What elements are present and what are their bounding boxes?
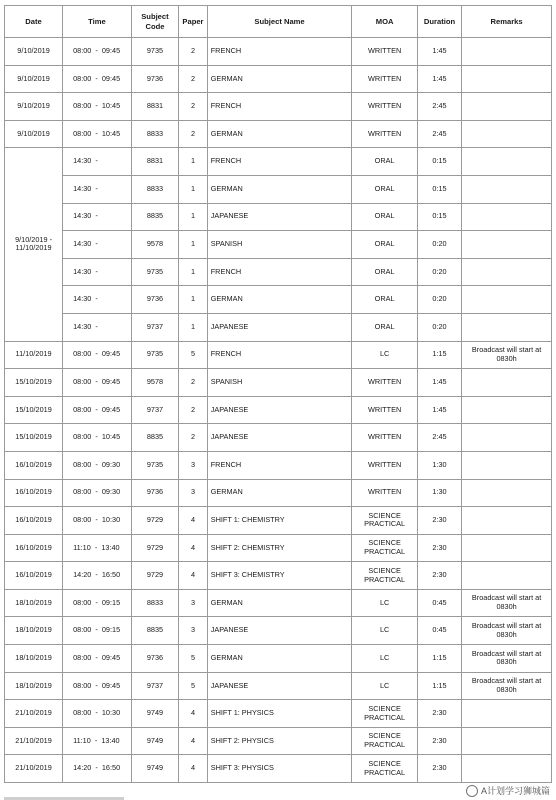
cell-time: 08:00 - 10:45 (63, 93, 132, 121)
cell-subject-name: FRENCH (207, 451, 352, 479)
cell-paper: 4 (179, 700, 208, 728)
cell-subject-name: JAPANESE (207, 203, 352, 231)
cell-subject-name: SHIFT 1: PHYSICS (207, 700, 352, 728)
table-row (5, 175, 552, 203)
cell-paper: 3 (179, 589, 208, 617)
cell-subject-code: 8833 (131, 589, 179, 617)
table-row (5, 231, 552, 259)
cell-subject-name: FRENCH (207, 258, 352, 286)
cell-subject-code: 9749 (131, 755, 179, 783)
cell-date: 21/10/2019 (5, 700, 63, 728)
cell-remarks: Broadcast will start at 0830h (462, 672, 552, 700)
cell-moa: LC (352, 589, 417, 617)
cell-remarks: Broadcast will start at 0830h (462, 645, 552, 673)
cell-time: 14:30 - (63, 175, 132, 203)
cell-remarks (462, 424, 552, 452)
cell-moa: SCIENCE PRACTICAL (352, 507, 417, 535)
table-row (5, 65, 552, 93)
table-row (5, 396, 552, 424)
cell-remarks (462, 93, 552, 121)
cell-remarks (462, 369, 552, 397)
cell-date: 18/10/2019 (5, 589, 63, 617)
cell-duration: 0:45 (417, 589, 461, 617)
cell-subject-name: JAPANESE (207, 396, 352, 424)
cell-duration: 2:30 (417, 727, 461, 755)
cell-subject-code: 9735 (131, 258, 179, 286)
cell-subject-name: JAPANESE (207, 617, 352, 645)
cell-duration: 0:20 (417, 286, 461, 314)
cell-duration: 2:30 (417, 534, 461, 562)
cell-duration: 0:20 (417, 313, 461, 341)
watermark-text: A计划学习狮城篇 (480, 786, 550, 796)
header-paper: Paper (179, 6, 208, 38)
cell-paper: 4 (179, 755, 208, 783)
cell-duration: 2:45 (417, 93, 461, 121)
table-row (5, 645, 552, 673)
cell-duration: 2:45 (417, 120, 461, 148)
cell-date: 9/10/2019 (5, 93, 63, 121)
cell-remarks (462, 286, 552, 314)
cell-subject-name: FRENCH (207, 38, 352, 66)
table-row (5, 313, 552, 341)
table-row (5, 203, 552, 231)
cell-date: 9/10/2019 - 11/10/2019 (5, 148, 63, 341)
cell-paper: 5 (179, 645, 208, 673)
cell-time: 14:20 - 16:50 (63, 755, 132, 783)
cell-date: 9/10/2019 (5, 120, 63, 148)
cell-moa: SCIENCE PRACTICAL (352, 755, 417, 783)
cell-remarks: Broadcast will start at 0830h (462, 617, 552, 645)
cell-subject-name: SHIFT 3: PHYSICS (207, 755, 352, 783)
cell-subject-code: 9729 (131, 534, 179, 562)
cell-moa: ORAL (352, 286, 417, 314)
cell-remarks (462, 700, 552, 728)
cell-subject-code: 9735 (131, 341, 179, 369)
cell-subject-name: GERMAN (207, 120, 352, 148)
cell-subject-code: 8835 (131, 617, 179, 645)
table-row (5, 120, 552, 148)
cell-subject-code: 9749 (131, 700, 179, 728)
cell-date: 18/10/2019 (5, 617, 63, 645)
cell-moa: ORAL (352, 313, 417, 341)
cell-subject-code: 9737 (131, 313, 179, 341)
cell-paper: 1 (179, 313, 208, 341)
cell-subject-name: FRENCH (207, 93, 352, 121)
cell-subject-name: FRENCH (207, 148, 352, 176)
cell-remarks (462, 479, 552, 507)
cell-duration: 1:45 (417, 38, 461, 66)
cell-moa: LC (352, 341, 417, 369)
cell-paper: 1 (179, 258, 208, 286)
cell-paper: 1 (179, 203, 208, 231)
cell-time: 08:00 - 09:15 (63, 589, 132, 617)
wechat-icon (466, 785, 478, 797)
cell-paper: 3 (179, 451, 208, 479)
cell-duration: 1:15 (417, 341, 461, 369)
cell-subject-code: 9729 (131, 507, 179, 535)
cell-remarks (462, 396, 552, 424)
cell-paper: 1 (179, 148, 208, 176)
table-row (5, 369, 552, 397)
cell-duration: 0:20 (417, 231, 461, 259)
cell-date: 15/10/2019 (5, 369, 63, 397)
cell-moa: LC (352, 617, 417, 645)
cell-time: 14:30 - (63, 148, 132, 176)
cell-date: 16/10/2019 (5, 534, 63, 562)
table-row (5, 479, 552, 507)
cell-time: 08:00 - 09:15 (63, 617, 132, 645)
table-row (5, 424, 552, 452)
cell-paper: 4 (179, 534, 208, 562)
table-row (5, 755, 552, 783)
cell-date: 9/10/2019 (5, 65, 63, 93)
cell-date: 16/10/2019 (5, 479, 63, 507)
cell-time: 08:00 - 10:30 (63, 507, 132, 535)
cell-paper: 3 (179, 479, 208, 507)
cell-remarks (462, 65, 552, 93)
cell-time: 14:30 - (63, 258, 132, 286)
cell-moa: ORAL (352, 148, 417, 176)
cell-duration: 0:20 (417, 258, 461, 286)
cell-date: 21/10/2019 (5, 727, 63, 755)
cell-duration: 2:45 (417, 424, 461, 452)
cell-subject-name: SPANISH (207, 369, 352, 397)
cell-moa: ORAL (352, 258, 417, 286)
exam-schedule-table (4, 5, 552, 783)
cell-subject-name: GERMAN (207, 645, 352, 673)
cell-subject-name: JAPANESE (207, 424, 352, 452)
cell-subject-code: 9735 (131, 451, 179, 479)
cell-time: 08:00 - 09:45 (63, 369, 132, 397)
table-row (5, 286, 552, 314)
table-row (5, 617, 552, 645)
cell-subject-name: SHIFT 2: CHEMISTRY (207, 534, 352, 562)
cell-time: 08:00 - 09:45 (63, 38, 132, 66)
cell-paper: 1 (179, 175, 208, 203)
header-subject-code: Subject Code (131, 6, 179, 38)
table-row (5, 727, 552, 755)
cell-subject-name: GERMAN (207, 65, 352, 93)
cell-paper: 1 (179, 231, 208, 259)
cell-date: 16/10/2019 (5, 562, 63, 590)
table-row (5, 562, 552, 590)
cell-subject-code: 9736 (131, 479, 179, 507)
table-row (5, 700, 552, 728)
cell-time: 08:00 - 10:45 (63, 120, 132, 148)
watermark (466, 784, 550, 797)
cell-moa: WRITTEN (352, 93, 417, 121)
header-remarks: Remarks (462, 6, 552, 38)
header-row (5, 6, 552, 38)
cell-remarks (462, 562, 552, 590)
cell-remarks (462, 755, 552, 783)
cell-time: 08:00 - 09:45 (63, 645, 132, 673)
cell-moa: ORAL (352, 175, 417, 203)
cell-paper: 2 (179, 396, 208, 424)
cell-moa: WRITTEN (352, 369, 417, 397)
header-duration: Duration (417, 6, 461, 38)
cell-time: 14:30 - (63, 286, 132, 314)
cell-duration: 0:15 (417, 203, 461, 231)
cell-subject-name: GERMAN (207, 589, 352, 617)
cell-subject-name: JAPANESE (207, 672, 352, 700)
cell-moa: WRITTEN (352, 451, 417, 479)
cell-paper: 2 (179, 93, 208, 121)
cell-time: 08:00 - 09:30 (63, 451, 132, 479)
cell-paper: 5 (179, 672, 208, 700)
cell-time: 11:10 - 13:40 (63, 727, 132, 755)
cell-remarks (462, 175, 552, 203)
cell-remarks: Broadcast will start at 0830h (462, 589, 552, 617)
cell-subject-code: 9729 (131, 562, 179, 590)
cell-subject-name: SHIFT 1: CHEMISTRY (207, 507, 352, 535)
cell-moa: WRITTEN (352, 38, 417, 66)
cell-subject-name: JAPANESE (207, 313, 352, 341)
cell-remarks (462, 231, 552, 259)
cell-remarks (462, 507, 552, 535)
cell-subject-code: 9736 (131, 645, 179, 673)
cell-time: 14:30 - (63, 313, 132, 341)
cell-remarks: Broadcast will start at 0830h (462, 341, 552, 369)
cell-time: 14:30 - (63, 231, 132, 259)
cell-subject-code: 8833 (131, 175, 179, 203)
cell-time: 08:00 - 10:45 (63, 424, 132, 452)
cell-subject-code: 9737 (131, 396, 179, 424)
cell-paper: 1 (179, 286, 208, 314)
cell-duration: 2:30 (417, 755, 461, 783)
cell-paper: 2 (179, 65, 208, 93)
cell-remarks (462, 258, 552, 286)
cell-moa: WRITTEN (352, 424, 417, 452)
cell-moa: LC (352, 672, 417, 700)
cell-remarks (462, 148, 552, 176)
cell-subject-code: 9736 (131, 286, 179, 314)
cell-remarks (462, 38, 552, 66)
cell-subject-code: 8835 (131, 203, 179, 231)
cell-date: 18/10/2019 (5, 672, 63, 700)
cell-moa: ORAL (352, 203, 417, 231)
cell-subject-code: 8831 (131, 93, 179, 121)
table-row (5, 534, 552, 562)
cell-duration: 1:15 (417, 672, 461, 700)
cell-remarks (462, 534, 552, 562)
cell-moa: WRITTEN (352, 479, 417, 507)
cell-duration: 1:15 (417, 645, 461, 673)
cell-paper: 4 (179, 727, 208, 755)
cell-subject-code: 9578 (131, 369, 179, 397)
cell-subject-code: 9736 (131, 65, 179, 93)
cell-paper: 4 (179, 562, 208, 590)
cell-subject-name: SHIFT 3: CHEMISTRY (207, 562, 352, 590)
cell-subject-name: FRENCH (207, 341, 352, 369)
cell-moa: SCIENCE PRACTICAL (352, 562, 417, 590)
cell-time: 08:00 - 09:45 (63, 341, 132, 369)
cell-time: 08:00 - 09:45 (63, 65, 132, 93)
table-row (5, 38, 552, 66)
cell-remarks (462, 727, 552, 755)
cell-duration: 0:15 (417, 175, 461, 203)
cell-paper: 2 (179, 120, 208, 148)
table-row (5, 341, 552, 369)
table-row (5, 93, 552, 121)
cell-remarks (462, 203, 552, 231)
cell-date: 18/10/2019 (5, 645, 63, 673)
cell-remarks (462, 451, 552, 479)
table-row (5, 589, 552, 617)
table-row (5, 451, 552, 479)
cell-subject-code: 8831 (131, 148, 179, 176)
cell-moa: WRITTEN (352, 120, 417, 148)
cell-paper: 2 (179, 38, 208, 66)
cell-subject-name: SPANISH (207, 231, 352, 259)
cell-moa: SCIENCE PRACTICAL (352, 727, 417, 755)
cell-subject-code: 8833 (131, 120, 179, 148)
cell-time: 11:10 - 13:40 (63, 534, 132, 562)
header-time: Time (63, 6, 132, 38)
cell-moa: WRITTEN (352, 396, 417, 424)
cell-time: 08:00 - 09:45 (63, 396, 132, 424)
cell-date: 16/10/2019 (5, 451, 63, 479)
cell-remarks (462, 120, 552, 148)
cell-moa: SCIENCE PRACTICAL (352, 534, 417, 562)
cell-paper: 5 (179, 341, 208, 369)
cell-paper: 4 (179, 507, 208, 535)
cell-time: 08:00 - 09:45 (63, 672, 132, 700)
header-date: Date (5, 6, 63, 38)
cell-duration: 0:15 (417, 148, 461, 176)
cell-subject-name: GERMAN (207, 286, 352, 314)
cell-remarks (462, 313, 552, 341)
cell-time: 14:20 - 16:50 (63, 562, 132, 590)
table-row (5, 672, 552, 700)
cell-duration: 1:30 (417, 479, 461, 507)
cell-duration: 1:45 (417, 369, 461, 397)
schedule-body (5, 38, 552, 783)
table-row (5, 258, 552, 286)
cell-date: 21/10/2019 (5, 755, 63, 783)
cell-subject-code: 9749 (131, 727, 179, 755)
cell-time: 08:00 - 10:30 (63, 700, 132, 728)
cell-duration: 1:45 (417, 396, 461, 424)
cell-time: 14:30 - (63, 203, 132, 231)
cell-date: 9/10/2019 (5, 38, 63, 66)
cell-paper: 2 (179, 424, 208, 452)
cell-subject-name: GERMAN (207, 479, 352, 507)
cell-duration: 2:30 (417, 562, 461, 590)
cell-duration: 2:30 (417, 700, 461, 728)
cell-subject-code: 9737 (131, 672, 179, 700)
cell-subject-name: GERMAN (207, 175, 352, 203)
header-subject-name: Subject Name (207, 6, 352, 38)
cell-date: 11/10/2019 (5, 341, 63, 369)
cell-date: 15/10/2019 (5, 424, 63, 452)
cell-date: 16/10/2019 (5, 507, 63, 535)
cell-paper: 3 (179, 617, 208, 645)
cell-duration: 1:30 (417, 451, 461, 479)
cell-moa: SCIENCE PRACTICAL (352, 700, 417, 728)
cell-duration: 0:45 (417, 617, 461, 645)
cell-moa: WRITTEN (352, 65, 417, 93)
header-moa: MOA (352, 6, 417, 38)
cell-date: 15/10/2019 (5, 396, 63, 424)
cell-duration: 1:45 (417, 65, 461, 93)
cell-moa: ORAL (352, 231, 417, 259)
table-row (5, 148, 552, 176)
cell-paper: 2 (179, 369, 208, 397)
cell-subject-name: SHIFT 2: PHYSICS (207, 727, 352, 755)
cell-subject-code: 8835 (131, 424, 179, 452)
cell-moa: LC (352, 645, 417, 673)
table-row (5, 507, 552, 535)
cell-subject-code: 9735 (131, 38, 179, 66)
cell-subject-code: 9578 (131, 231, 179, 259)
cell-duration: 2:30 (417, 507, 461, 535)
cell-time: 08:00 - 09:30 (63, 479, 132, 507)
